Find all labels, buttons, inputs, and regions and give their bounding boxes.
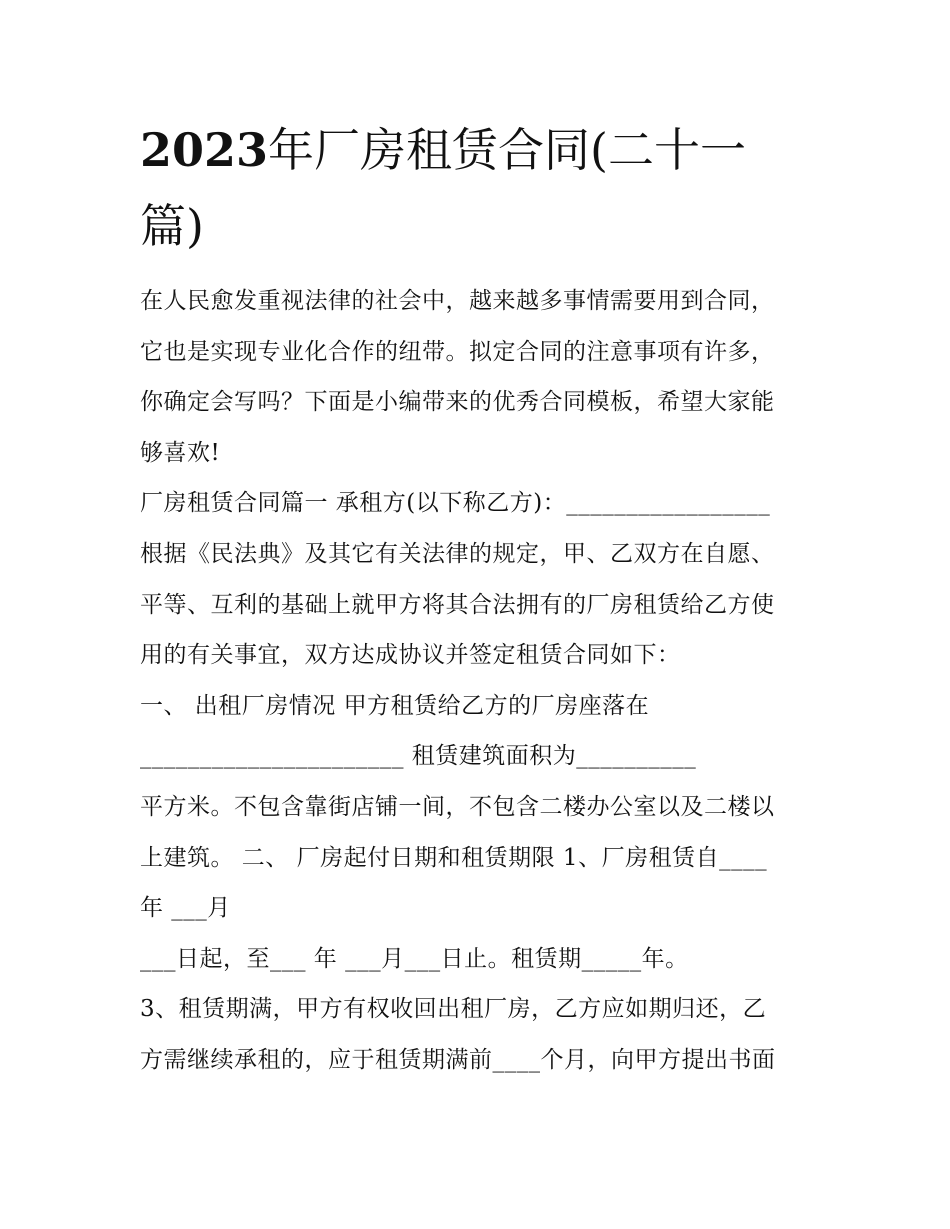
text-line: 一、 出租厂房情况 甲方租赁给乙方的厂房座落在 (140, 692, 650, 719)
text-line: 上建筑。 二、 厂房起付日期和租赁期限 1、厂房租赁自____ (140, 844, 768, 871)
text-line: 平等、互利的基础上就甲方将其合法拥有的厂房租赁给乙方使 (140, 591, 775, 618)
text-line: 在人民愈发重视法律的社会中，越来越多事情需要用到合同， (140, 288, 775, 314)
text-line: 它也是实现专业化合作的纽带。拟定合同的注意事项有许多， (140, 338, 775, 365)
text-line: 厂房租赁合同篇一 承租方(以下称乙方)：_________________ (140, 490, 771, 517)
text-line: 3、租赁期满，甲方有权收回出租厂房，乙方应如期归还，乙 (140, 996, 767, 1023)
text-line: 够喜欢! (140, 439, 221, 466)
document-title (140, 112, 820, 264)
document-body (140, 276, 820, 1086)
title-text-line1: 年厂房租赁合同(二十一 (268, 123, 746, 177)
text-line: 方需继续承租的，应于租赁期满前____个月，向甲方提出书面 (140, 1046, 776, 1073)
text-line: 你确定会写吗？下面是小编带来的优秀合同模板，希望大家能 (140, 389, 775, 416)
text-line: 年 ___月 (140, 895, 231, 922)
text-line: ______________________ 租赁建筑面积为__________ (140, 743, 697, 770)
text-line: 用的有关事宜，双方达成协议并签定租赁合同如下： (140, 642, 681, 669)
text-line: ___日起，至___ 年 ___月___日止。租赁期_____年。 (140, 945, 689, 972)
text-line: 平方米。不包含靠街店铺一间，不包含二楼办公室以及二楼以 (140, 793, 775, 820)
title-year: 2023 (140, 123, 269, 177)
text-line: 根据《民法典》及其它有关法律的规定，甲、乙双方在自愿、 (140, 540, 775, 567)
title-text-line2: 篇) (140, 199, 204, 253)
